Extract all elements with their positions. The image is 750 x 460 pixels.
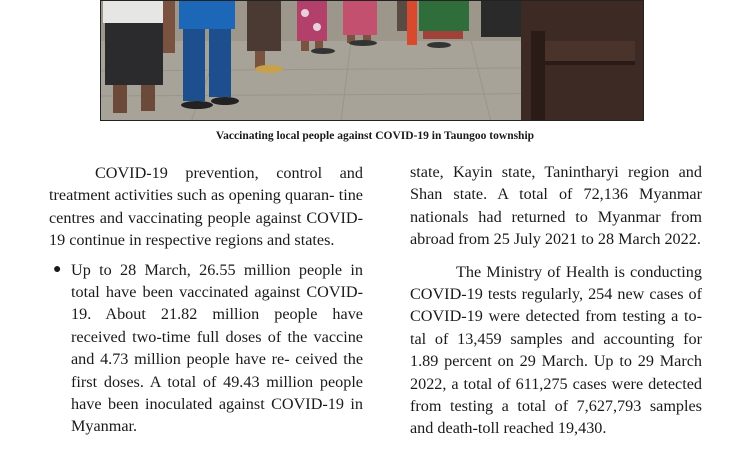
- continuation-paragraph: state, Kayin state, Tanintharyi region and Shan state. A total of 72,136 Myanmar nationals had returned to Myanmar from abroad from 25 July 2021 to 28 March 2022.: [410, 163, 702, 249]
- health-paragraph: The Ministry of Health is conducting COVID-19 tests regularly, 254 new cases of COVID-19 were detected from testing a to- tal of 13,459 samples and accounting for 1.89 percent on 29 March. Up to 29 March 2022, a total of 611,275 cases were detected from testing a total of 7,627,793 samples and death-toll reached 19,430.: [410, 262, 702, 438]
- left-column: [49, 162, 363, 438]
- list-item: [53, 259, 363, 438]
- vaccination-photo: [100, 0, 644, 121]
- bullet-text: Up to 28 March, 26.55 million people in total have been vaccinated against COVID-19. About 21.82 million people have received two-time full doses of the vaccine and 4.73 million people have re- ceived the first doses. A total of 49.43 million people have been inoculated against COVID-19 in Myanmar.: [71, 260, 363, 436]
- bullet-icon: ●: [53, 261, 62, 277]
- photo-caption: Vaccinating local people against COVID-19 in Taungoo township: [215, 130, 535, 142]
- intro-paragraph: COVID-19 prevention, control and treatment activities such as opening quaran- tine centres and vaccinating people against COVID-19 continue in respective regions and states.: [49, 164, 363, 250]
- photo-illustration: [101, 1, 644, 121]
- right-column: [410, 161, 702, 440]
- bullet-list: [49, 259, 363, 438]
